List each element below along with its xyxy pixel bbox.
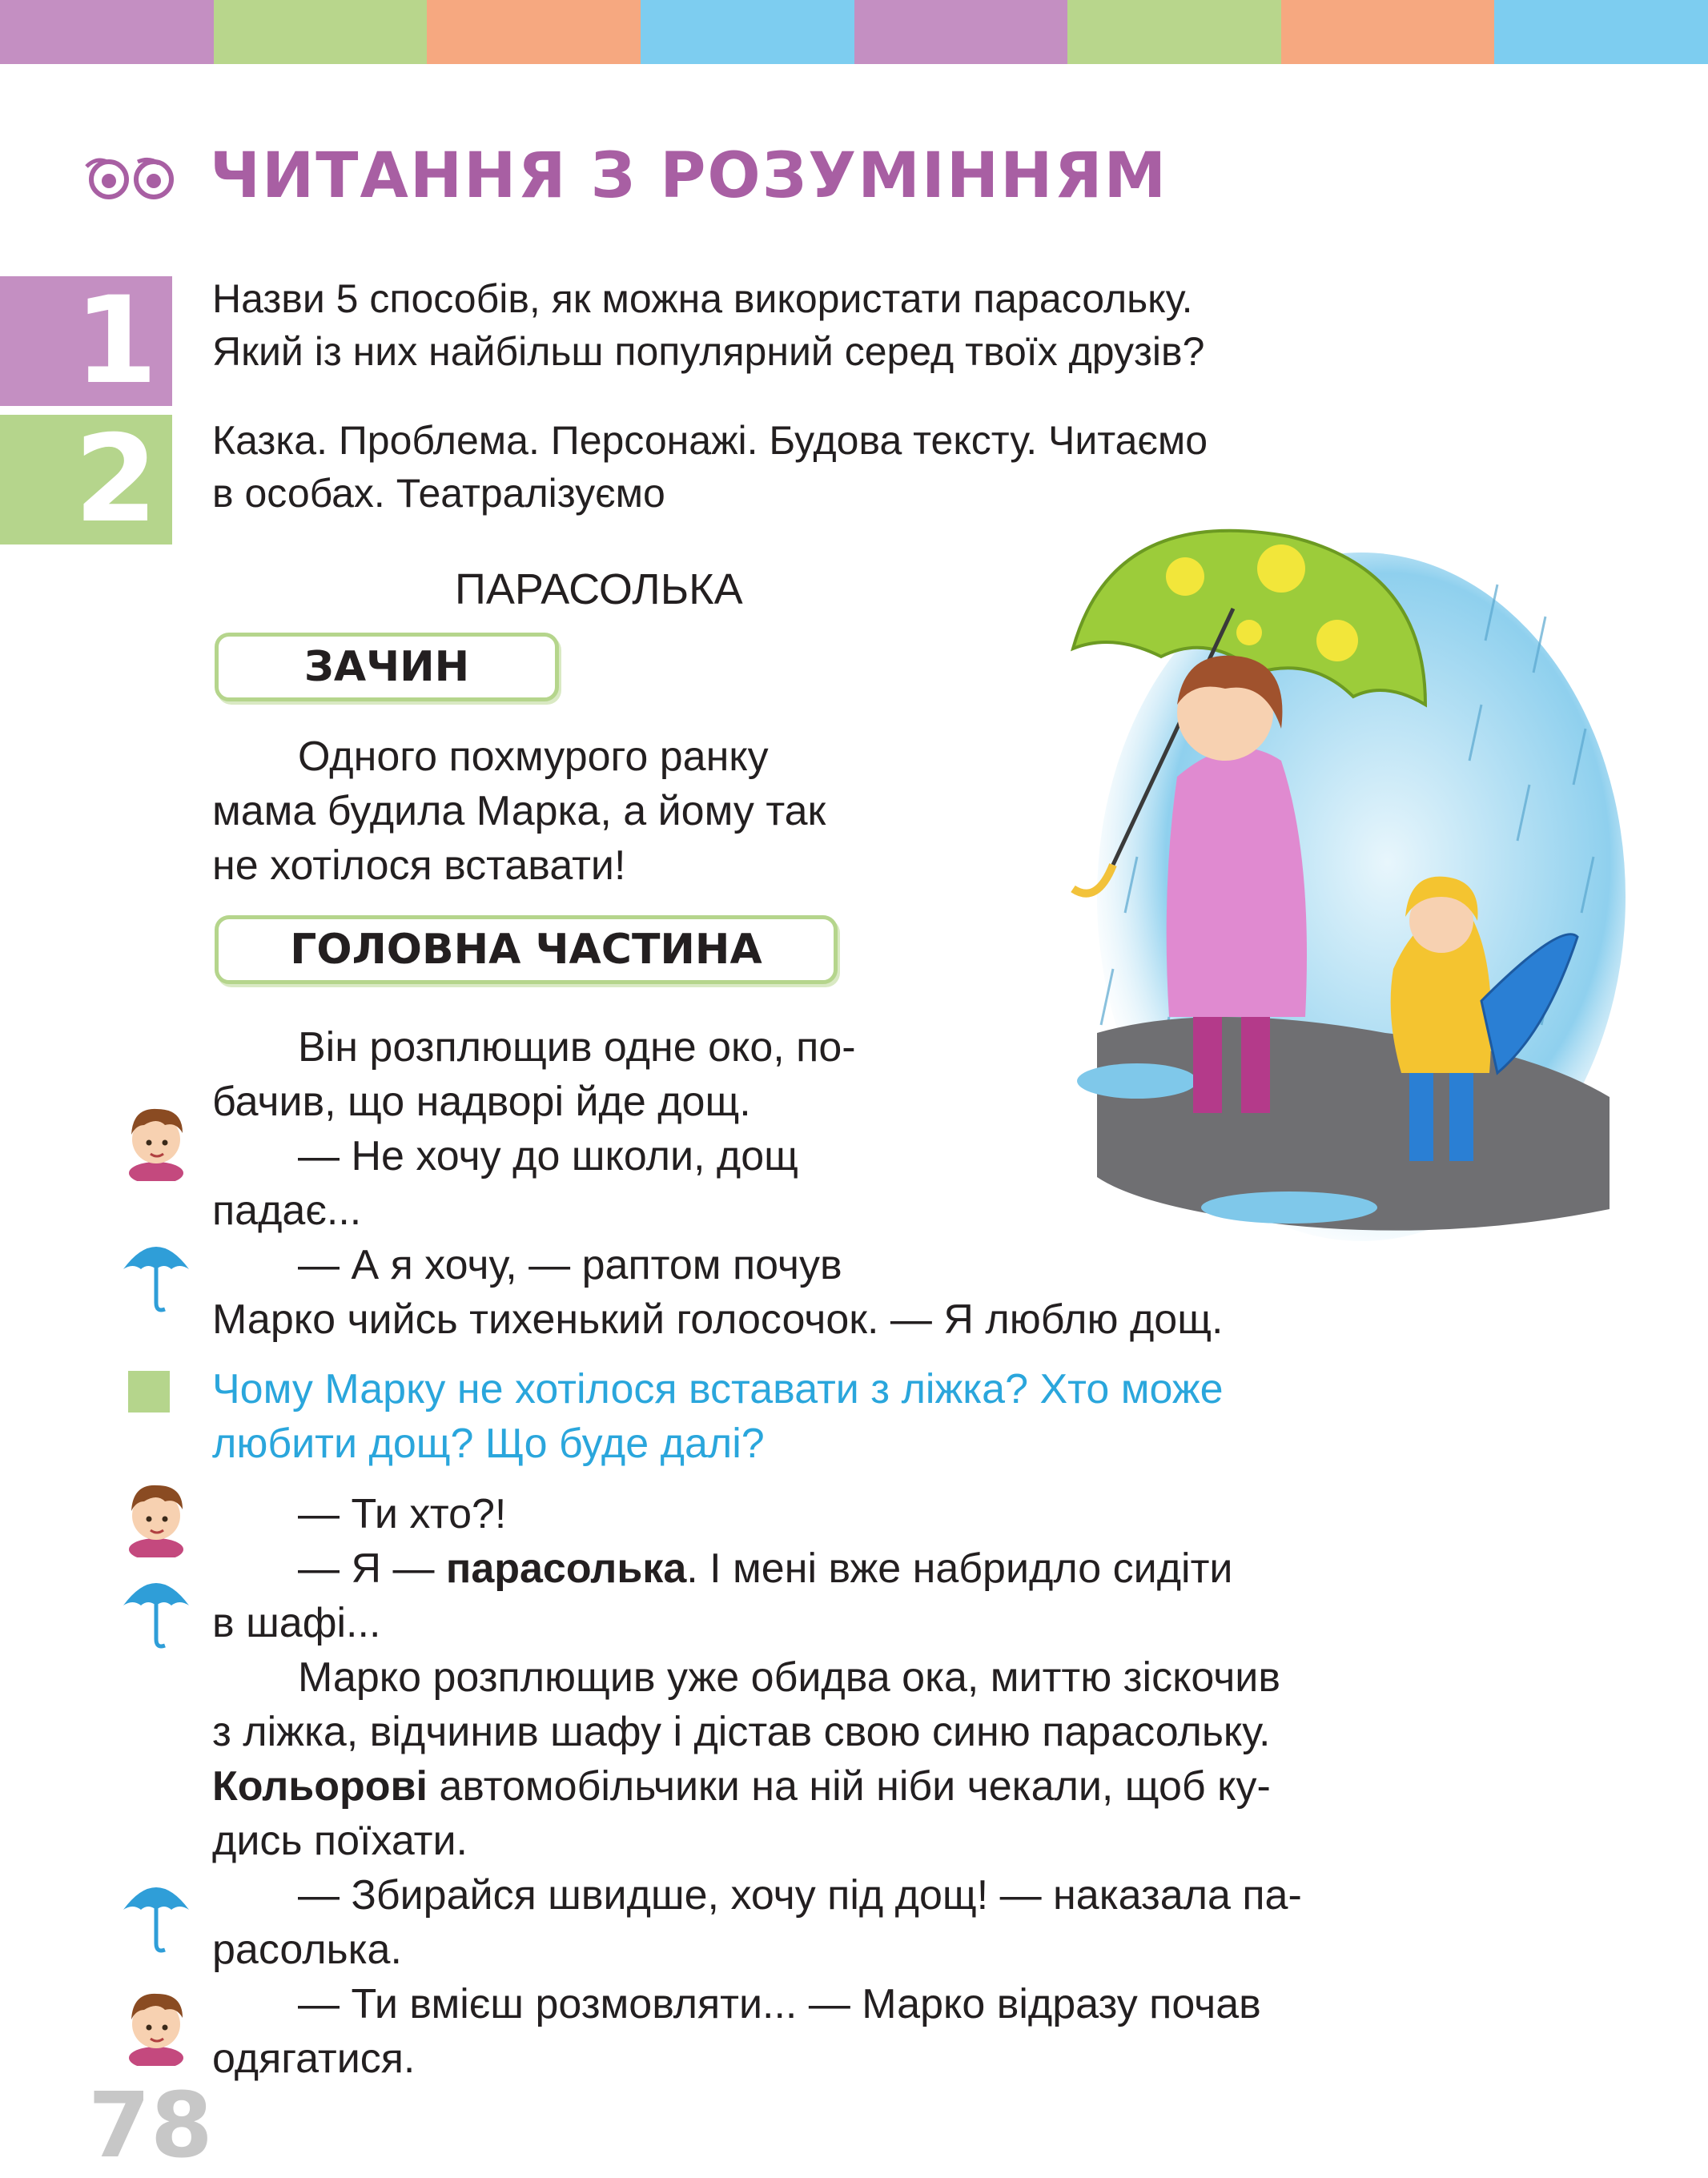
- story-line: дись поїхати.: [212, 1818, 468, 1864]
- story-line: з ліжка, відчинив шафу і дістав свою синю парасольку.: [212, 1709, 1271, 1755]
- story-line: одягатися.: [212, 2035, 416, 2082]
- question-line: Чому Марку не хотілося вставати з ліжка? Хто може: [212, 1366, 1224, 1412]
- story-line: — Збирайся швидше, хочу під дощ! — наказала па-: [298, 1872, 1302, 1919]
- eyes-icon: [80, 152, 184, 200]
- umbrella-icon: [120, 1565, 192, 1654]
- section-heading: [80, 140, 1167, 212]
- task-number-2: 2: [0, 415, 172, 544]
- task-line: Казка. Проблема. Персонажі. Будова тексту. Читаємо: [212, 418, 1208, 463]
- dash-text: — Я —: [298, 1545, 446, 1592]
- stripe: [1494, 0, 1708, 64]
- task-line: Назви 5 способів, як можна використати парасольку.: [212, 276, 1193, 321]
- girl-and-boy-in-rain-illustration: [1049, 520, 1626, 1257]
- story-line: — Ти вмієш розмовляти... — Марко відразу почав: [298, 1981, 1261, 2027]
- page-number: 78: [88, 2074, 213, 2178]
- task-line: в особах. Театралізуємо: [212, 471, 665, 516]
- section-label-main-part: ГОЛОВНА ЧАСТИНА: [215, 915, 838, 984]
- story-line: — Не хочу до школи, дощ: [298, 1133, 798, 1179]
- question-line: любити дощ? Що буде далі?: [212, 1421, 765, 1467]
- question-bullet: [128, 1371, 170, 1412]
- boy-icon: [120, 1093, 192, 1181]
- line-rest: автомобільчики на ній ніби чекали, щоб ку-: [427, 1763, 1271, 1810]
- umbrella-icon: [120, 1870, 192, 1958]
- story-title: ПАРАСОЛЬКА: [455, 565, 743, 613]
- umbrella-icon: [120, 1229, 192, 1317]
- story-line: [212, 1760, 1271, 1813]
- story-line: Марко чийсь тихенький голосочок. — Я люблю дощ.: [212, 1296, 1224, 1343]
- story-line: Він розплющив одне око, по-: [298, 1024, 856, 1071]
- task-2-text: [212, 414, 1517, 520]
- story-line: — Ти хто?!: [298, 1491, 507, 1537]
- story-line: не хотілося вставати!: [212, 842, 626, 889]
- story-line: — А я хочу, — раптом почув: [298, 1242, 842, 1288]
- task-1-text: [212, 272, 1517, 378]
- dash-text: . І мені вже набридло сидіти: [686, 1545, 1233, 1592]
- keyword-colored: Кольорові: [212, 1763, 428, 1810]
- story-line: падає...: [212, 1187, 362, 1234]
- stripe: [1281, 0, 1495, 64]
- stripe: [1067, 0, 1281, 64]
- stripe: [214, 0, 428, 64]
- heading-title: ЧИТАННЯ З РОЗУМІННЯМ: [210, 140, 1168, 212]
- story-line: [298, 1542, 1232, 1595]
- boy-icon: [120, 1469, 192, 1557]
- story-line: в шафі...: [212, 1600, 381, 1646]
- boy-icon: [120, 1978, 192, 2066]
- story-line: Марко розплющив уже обидва ока, миттю зіскочив: [298, 1654, 1280, 1701]
- section-label-beginning: ЗАЧИН: [215, 633, 559, 701]
- stripe: [641, 0, 854, 64]
- keyword-umbrella: парасолька: [445, 1545, 687, 1592]
- task-line: Який із них найбільш популярний серед твоїх друзів?: [212, 329, 1205, 374]
- story-line: мама будила Марка, а йому так: [212, 788, 826, 834]
- stripe: [0, 0, 214, 64]
- story-line: расолька.: [212, 1927, 402, 1973]
- story-line: бачив, що надворі йде дощ.: [212, 1079, 751, 1125]
- stripe: [427, 0, 641, 64]
- stripe: [854, 0, 1068, 64]
- task-number-1: 1: [0, 276, 172, 406]
- top-color-stripes: [0, 0, 1708, 64]
- story-line: Одного похмурого ранку: [298, 733, 769, 780]
